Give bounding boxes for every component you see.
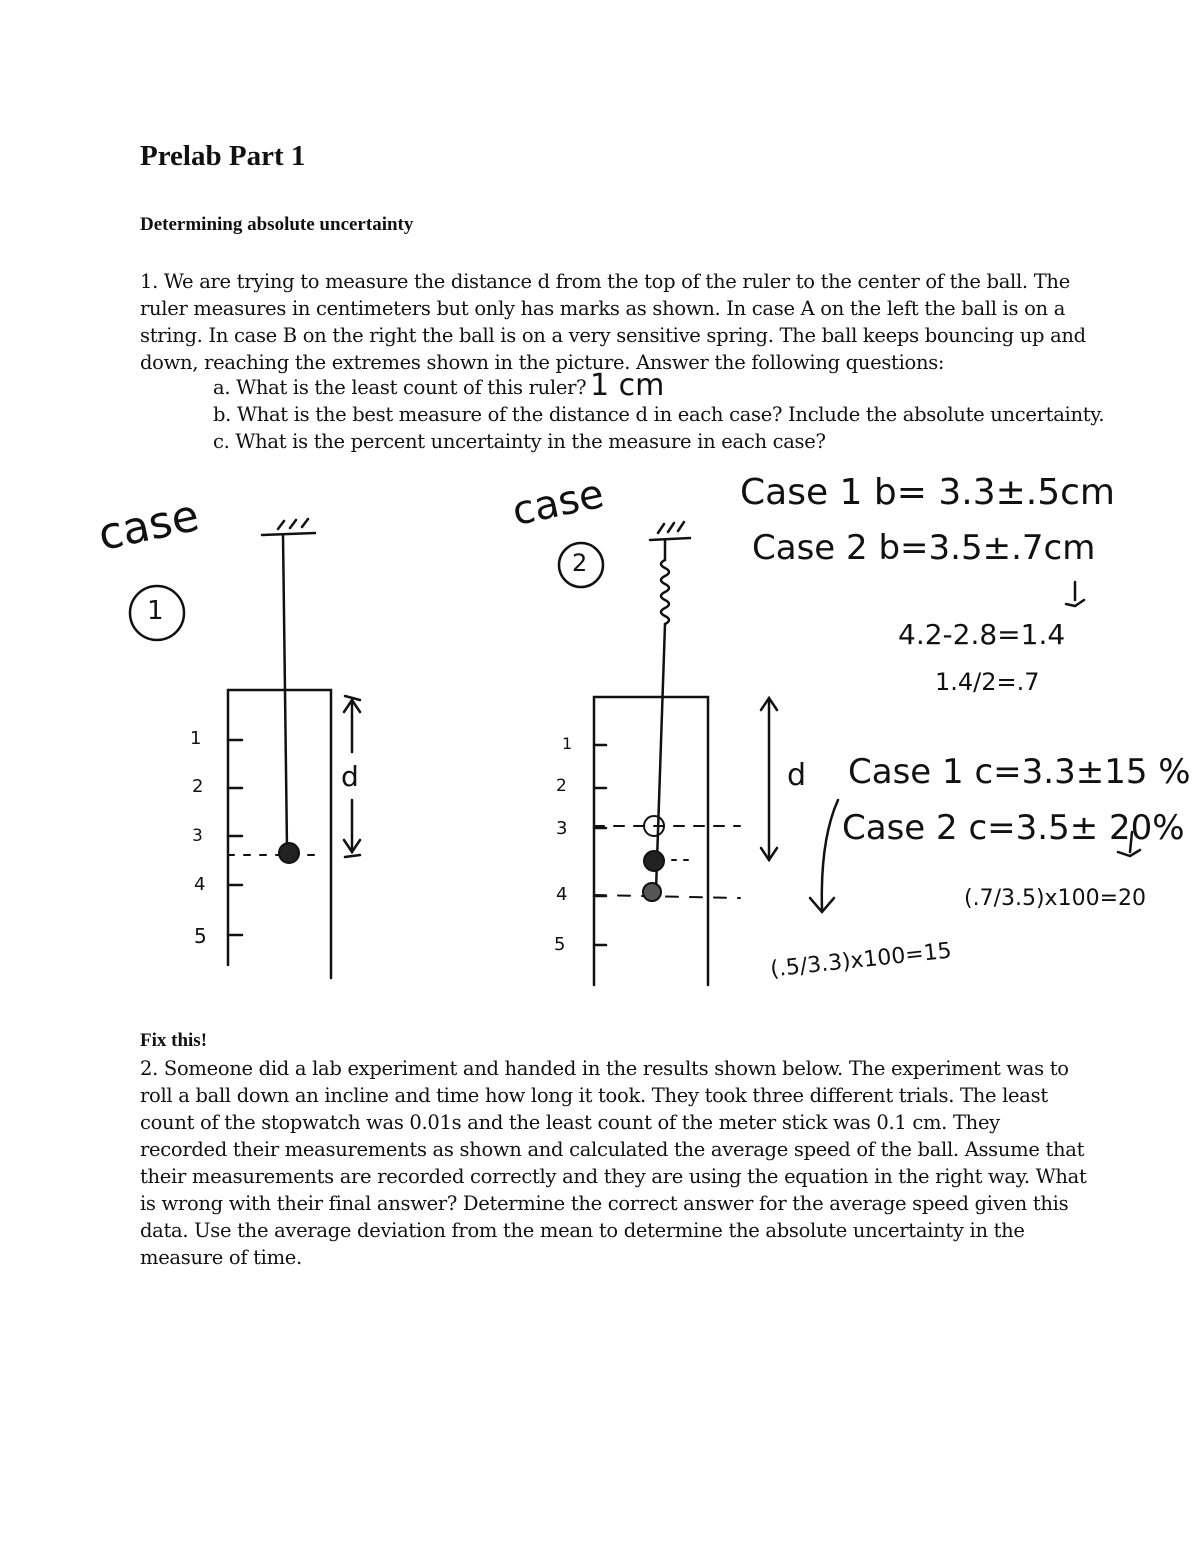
answer-b-case-2: Case 2 b=3.5±.7cm <box>752 528 1096 568</box>
tick-label-left-5: 5 <box>194 924 207 948</box>
question-2-text: 2. Someone did a lab experiment and handed in the results shown below. The experiment was to roll a ball down an incline and time how long it took. They took three different trials. The least count of the stopwatch was 0.01s and the least count of the meter stick was 0.1 cm. They recorded their measurements as shown and calculated the average speed of the ball. Assume that their measurements are recorded correctly and they are using the equation in the right way. What is wrong with their final answer? Determine the correct answer for the average speed given this data. Use the average deviation from the mean to determine the absolute uncertainty in the measure of time. <box>140 1057 1087 1269</box>
page-title: Prelab Part 1 <box>140 140 306 172</box>
tick-label-right-2: 2 <box>556 776 567 796</box>
tick-label-left-2: 2 <box>192 776 204 797</box>
tick-label-right-1: 1 <box>562 734 573 753</box>
question-1c: c. What is the percent uncertainty in the measure in each case? <box>213 430 826 453</box>
ball-case-2-bottom <box>643 883 661 901</box>
case-2-number: 2 <box>572 549 588 577</box>
calc-percent-case-2: (.7/3.5)x100=20 <box>964 886 1146 911</box>
ball-case-2-middle <box>644 851 664 871</box>
calc-half-range: 1.4/2=.7 <box>935 668 1040 696</box>
section-heading: Determining absolute uncertainty <box>140 214 414 235</box>
tick-label-left-4: 4 <box>194 874 206 895</box>
answer-1a-handwritten: 1 cm <box>590 368 665 403</box>
calc-percent-case-1: (.5/3.3)x100=15 <box>769 938 953 983</box>
ruler-case-2 <box>594 697 708 985</box>
tick-label-right-3: 3 <box>556 818 568 839</box>
tick-label-left-1: 1 <box>190 728 202 749</box>
d-label-case-2: d <box>787 758 807 793</box>
answer-c-case-2: Case 2 c=3.5± 20% <box>842 808 1185 848</box>
ball-case-1 <box>279 843 299 863</box>
question-1a: a. What is the least count of this ruler? <box>213 376 587 399</box>
calc-range: 4.2-2.8=1.4 <box>898 618 1066 651</box>
answer-b-case-1: Case 1 b= 3.3±.5cm <box>740 472 1115 513</box>
answer-c-case-1: Case 1 c=3.3±15 % <box>848 752 1191 792</box>
case-1-number: 1 <box>147 596 164 626</box>
question-1-text: 1. We are trying to measure the distance d from the top of the ruler to the center of the ball. The ruler measures in centimeters but only has marks as shown. In case A on the left the ball is on a string. In case B on the right the ball is on a very sensitive spring. The ball keeps bouncing up and down, reaching the extremes shown in the picture. Answer the following questions: <box>140 270 1086 374</box>
tick-label-left-3: 3 <box>192 826 203 846</box>
case-1-label: case <box>93 490 204 561</box>
case-2-label: case <box>508 470 608 536</box>
tick-label-right-4: 4 <box>556 884 568 905</box>
ruler-case-1 <box>228 690 331 978</box>
d-label-case-1: d <box>341 760 359 793</box>
tick-label-right-5: 5 <box>554 934 566 955</box>
fix-heading: Fix this! <box>140 1030 208 1051</box>
question-1b: b. What is the best measure of the distance d in each case? Include the absolute uncertainty. <box>213 403 1105 426</box>
